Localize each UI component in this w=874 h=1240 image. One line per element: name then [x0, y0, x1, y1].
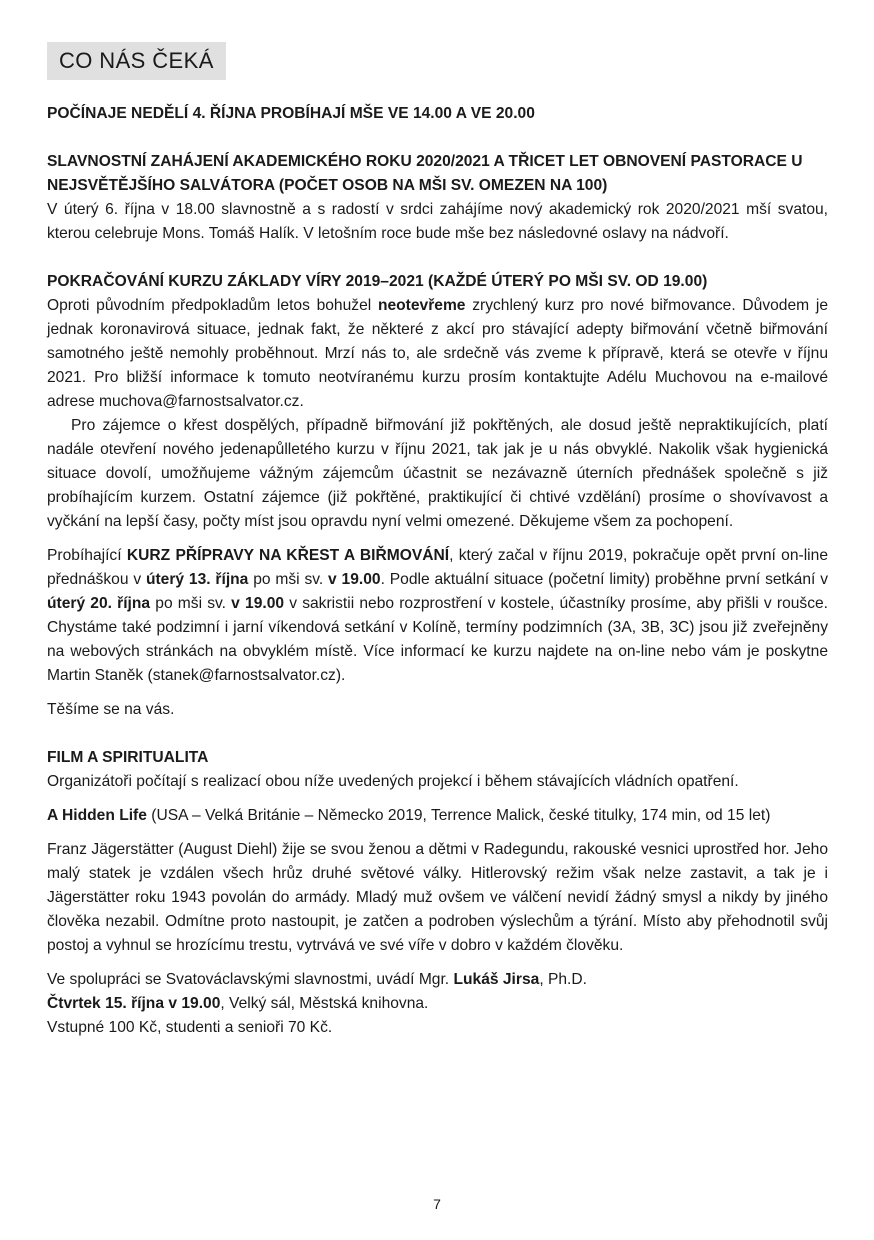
course-paragraph-3	[47, 544, 828, 688]
text: . Podle aktuální situace (početní limity) proběhne první setkání v	[380, 571, 828, 588]
text: po mši sv.	[150, 595, 232, 612]
film-intro: Organizátoři počítají s realizací obou níže uvedených projekcí i během stávajících vládních opatření.	[47, 773, 739, 790]
time: v 19.00	[231, 595, 285, 612]
section-tag: CO NÁS ČEKÁ	[47, 42, 226, 80]
film-cooperation	[47, 968, 828, 992]
time: v 19.00	[328, 571, 381, 588]
text: Probíhající	[47, 547, 127, 564]
opening-heading: SLAVNOSTNÍ ZAHÁJENÍ AKADEMICKÉHO ROKU 2020/2021 A TŘICET LET OBNOVENÍ PASTORACE U NEJSVĚTĚJŠÍHO SALVÁTORA (POČET OSOB NA MŠI SV. OMEZEN NA 100)	[47, 153, 803, 194]
film-title: A Hidden Life	[47, 807, 147, 824]
text: , který začal v říjnu 2019, pokračuje opět první on-line přednáškou v	[47, 547, 828, 588]
course-heading: POKRAČOVÁNÍ KURZU ZÁKLADY VÍRY 2019–2021 (KAŽDÉ ÚTERÝ PO MŠI SV. OD 19.00)	[47, 273, 708, 290]
mass-time-heading: POČÍNAJE NEDĚLÍ 4. ŘÍJNA PROBÍHAJÍ MŠE VE 14.00 A VE 20.00	[47, 105, 535, 122]
course-paragraph-1	[47, 294, 828, 414]
text: po mši sv.	[248, 571, 329, 588]
date: úterý 13. října	[145, 571, 249, 588]
film-date-line	[47, 992, 828, 1016]
text: Oproti původním předpokladům letos bohužel	[47, 297, 378, 314]
course-title: KURZ PŘÍPRAVY NA KŘEST A BIŘMOVÁNÍ	[126, 547, 450, 564]
film-date: Čtvrtek 15. října v 19.00	[47, 995, 221, 1012]
date: úterý 20. října	[47, 595, 151, 612]
opening-text: V úterý 6. října v 18.00 slavnostně a s radostí v srdci zahájíme nový akademický rok 2020/2021 mší svatou, kterou celebruje Mons. Tomáš Halík. V letošním roce bude mše bez následovné oslavy na nádvoří.	[47, 201, 828, 242]
film-venue: , Velký sál, Městská knihovna.	[220, 995, 429, 1012]
film-tickets: Vstupné 100 Kč, studenti a senioři 70 Kč.	[47, 1019, 333, 1036]
film-description: Franz Jägerstätter (August Diehl) žije se svou ženou a dětmi v Radegundu, rakouské vesnici uprostřed hor. Jeho malý statek je vzdálen všech hrůz druhé světové války. Hitlerovský režim však nelze zastavit, a tak je i Jägerstätter roku 1943 povolán do armády. Mladý muž ovšem ve válčení nevidí žádný smysl a nikdy by jiného člověka nezabil. Odmítne proto nastoupit, je zatčen a podroben výslechům a týrání. Místo aby přehodnotil svůj postoj a vyhnul se hrozícímu trestu, vytrvává ve své víře v dobro v každém člověku.	[47, 841, 828, 954]
course-paragraph-2: Pro zájemce o křest dospělých, případně biřmování již pokřtěných, ale dosud ještě nepraktikujících, platí nadále otevření nového jedenapůlletého kurzu v říjnu 2021, tak jak je u nás obvyklé. Nakolik však hygienická situace dovolí, umožňujeme vážným zájemcům účastnit se nezávazně úterních přednášek společně s již probíhajícím kurzem. Ostatní zájemce (již pokřtěné, praktikující či chtivé vzdělání) prosíme o shovívavost a vyčkání na lepší časy, počty míst jsou opravdu nyní velmi omezené. Děkujeme všem za pochopení.	[47, 417, 828, 530]
film-heading: FILM A SPIRITUALITA	[47, 749, 209, 766]
page-number: 7	[433, 1196, 441, 1212]
text: Ve spolupráci se Svatováclavskými slavnostmi, uvádí Mgr.	[47, 971, 454, 988]
course-paragraph-4: Těšíme se na vás.	[47, 701, 175, 718]
text: v sakristii nebo rozprostření v kostele, účastníky prosíme, aby přišli v roušce. Chystáme také podzimní i jarní víkendová setkání v Kolíně, termíny podzimních (3A, 3B, 3C) jsou již zveřejněny na webových stránkách na obvyklém místě. Více informací ke kurzu najdete na on-line nebo vám je poskytne Martin Staněk (stanek@farnostsalvator.cz).	[47, 595, 829, 684]
film-meta: (USA – Velká Británie – Německo 2019, Terrence Malick, české titulky, 174 min, od 15 let)	[146, 807, 771, 824]
film-title-line	[47, 804, 828, 828]
text: zrychlený kurz pro nové biřmovance. Důvodem je jednak koronavirová situace, jednak fakt, že některé z akcí pro stávající adepty biřmování včetně biřmování samotného ještě nemohly proběhnout. Mrzí nás to, ale srdečně vás zveme k přípravě, která se otevře v říjnu 2021. Pro bližší informace k tomuto neotvíranému kurzu prosím kontaktujte Adélu Muchovou na e-mailové adrese muchova@farnostsalvator.cz.	[47, 297, 829, 410]
emphasis: neotevřeme	[377, 297, 466, 314]
presenter-name: Lukáš Jirsa	[453, 971, 540, 988]
text: , Ph.D.	[539, 971, 587, 988]
page-content	[47, 42, 828, 1040]
